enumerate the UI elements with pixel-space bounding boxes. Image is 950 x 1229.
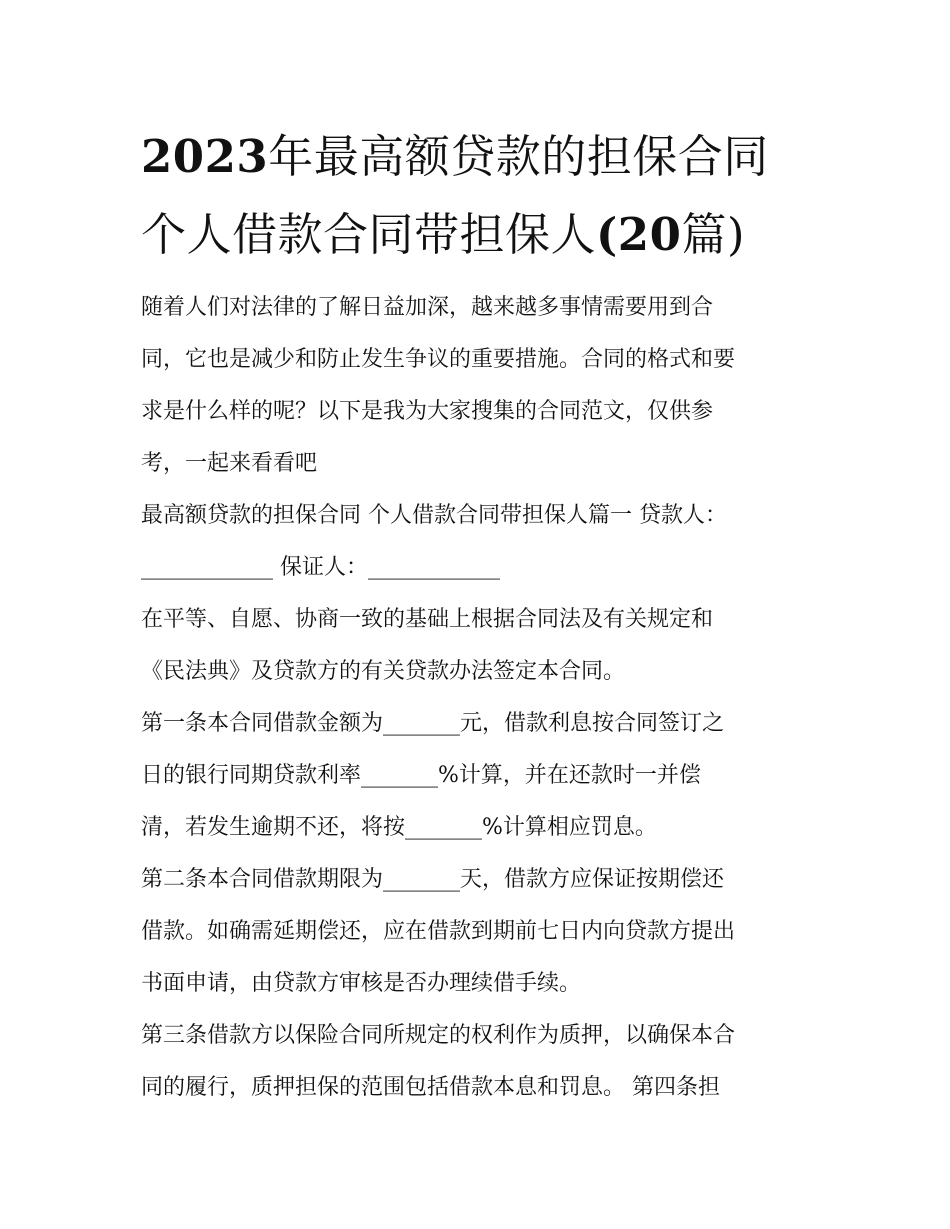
text-line: 第一条本合同借款金额为_______元，借款利息按合同签订之 — [141, 711, 725, 736]
title-count-suffix: 篇) — [681, 208, 745, 261]
title-count: (20 — [596, 208, 682, 261]
text-line: 最高额贷款的担保合同 个人借款合同带担保人篇一 贷款人： — [141, 503, 727, 528]
title-line-1-text: 年最高额贷款的担保合同 — [268, 130, 769, 183]
parties-paragraph — [141, 490, 821, 594]
text-line: 《民法典》及贷款方的有关贷款办法签定本合同。 — [141, 659, 626, 684]
text-line: 清，若发生逾期不还，将按_______%计算相应罚息。 — [141, 815, 657, 840]
title-line-2-text: 个人借款合同带担保人 — [141, 208, 597, 261]
text-line: 随着人们对法律的了解日益加深，越来越多事情需要用到合 — [141, 295, 714, 320]
document-title — [141, 118, 821, 274]
intro-paragraph — [141, 282, 821, 490]
text-line: 借款。如确需延期偿还，应在借款到期前七日内向贷款方提出 — [141, 919, 736, 944]
text-line: 日的银行同期贷款利率_______%计算，并在还款时一并偿 — [141, 763, 701, 788]
article-2-paragraph — [141, 854, 821, 1010]
text-line: 第三条借款方以保险合同所规定的权利作为质押，以确保本合 — [141, 1023, 736, 1048]
text-line: ____________ 保证人：____________ — [141, 555, 500, 580]
article-1-paragraph — [141, 698, 821, 854]
text-line: 书面申请，由贷款方审核是否办理续借手续。 — [141, 971, 582, 996]
text-line: 同的履行，质押担保的范围包括借款本息和罚息。 第四条担 — [141, 1075, 720, 1100]
document-body — [141, 282, 821, 1114]
text-line: 在平等、自愿、协商一致的基础上根据合同法及有关规定和 — [141, 607, 714, 632]
title-line-2 — [141, 196, 821, 274]
text-line: 第二条本合同借款期限为_______天，借款方应保证按期偿还 — [141, 867, 725, 892]
article-3-paragraph — [141, 1010, 821, 1114]
text-line: 求是什么样的呢？以下是我为大家搜集的合同范文，仅供参 — [141, 399, 714, 424]
text-line: 考，一起来看看吧 — [141, 451, 318, 476]
text-line: 同，它也是减少和防止发生争议的重要措施。合同的格式和要 — [141, 347, 736, 372]
document-page — [141, 118, 821, 1114]
title-line-1 — [141, 118, 821, 196]
title-year: 2023 — [141, 130, 269, 183]
basis-paragraph — [141, 594, 821, 698]
